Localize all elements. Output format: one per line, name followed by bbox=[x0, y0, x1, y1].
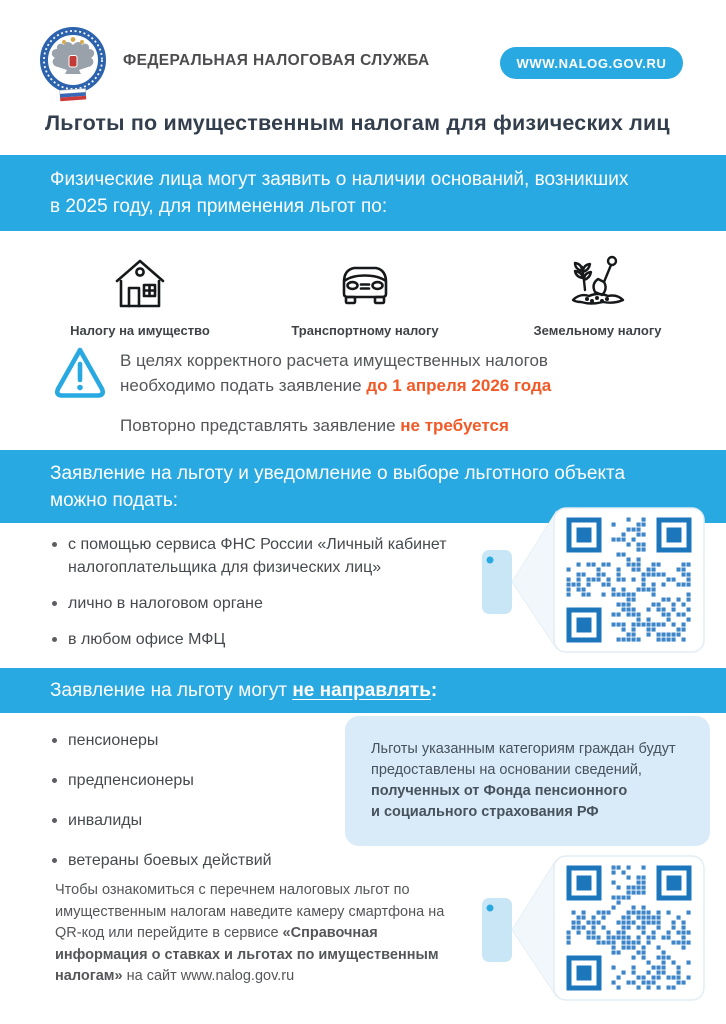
footer-text-end: на сайт www.nalog.gov.ru bbox=[122, 968, 295, 984]
warning-deadline-line bbox=[120, 348, 605, 398]
bullet-dot bbox=[52, 858, 57, 863]
tax-label: Земельному налогу bbox=[533, 323, 662, 338]
tax-type-transport bbox=[250, 238, 480, 338]
car-icon bbox=[334, 252, 396, 314]
tax-label: Транспортному налогу bbox=[291, 323, 439, 338]
warning-repeat-line bbox=[120, 413, 605, 438]
submit-option-label: с помощью сервиса ФНС России «Личный кабинет налогоплательщика для физических лиц» bbox=[68, 536, 447, 576]
intro-banner bbox=[0, 155, 726, 231]
footer-service-name: «Справочная информация о ставках и льготах по имущественным налогам» bbox=[55, 925, 439, 984]
bullet-dot bbox=[52, 601, 57, 606]
list-item bbox=[52, 592, 472, 615]
site-url-badge[interactable] bbox=[500, 47, 683, 79]
tax-label: Налогу на имущество bbox=[70, 323, 210, 338]
exempt-banner-colon: : bbox=[430, 680, 438, 701]
list-item bbox=[52, 769, 342, 792]
warning-text bbox=[120, 348, 605, 438]
submit-banner-line: можно подать: bbox=[50, 489, 179, 511]
bullet-dot bbox=[52, 637, 57, 642]
bullet-dot bbox=[52, 738, 57, 743]
intro-banner-line: в 2025 году, для применения льгот по: bbox=[50, 196, 388, 217]
shovel-icon bbox=[567, 252, 629, 314]
submit-banner-line: Заявление на льготу и уведомление о выборе льготного объекта bbox=[50, 462, 626, 484]
intro-banner-line: Физические лица могут заявить о наличии оснований, возникших bbox=[50, 169, 629, 190]
qr-code-rates-benefits bbox=[478, 852, 710, 1004]
warning-repeat-text: Повторно представлять заявление bbox=[120, 416, 401, 435]
warning-repeat-highlight: не требуется bbox=[400, 416, 509, 435]
exempt-banner-line bbox=[50, 677, 726, 704]
info-box-bold-line: и социального страхования РФ bbox=[371, 804, 599, 820]
tax-type-land bbox=[480, 238, 715, 338]
exempt-categories-list bbox=[52, 729, 342, 889]
exempt-category-label: пенсионеры bbox=[68, 732, 159, 749]
info-box-text: Льготы указанным категориям граждан будут предоставлены на основании сведений, bbox=[371, 741, 676, 778]
page-title: Льготы по имущественным налогам для физических лиц bbox=[45, 111, 670, 135]
list-item bbox=[52, 809, 342, 832]
exempt-banner-highlight: не направлять bbox=[292, 680, 431, 701]
exempt-category-label: ветераны боевых действий bbox=[68, 852, 272, 869]
bullet-dot bbox=[52, 778, 57, 783]
warning-deadline-text: В целях корректного расчета имущественных налогов необходимо подать заявление bbox=[120, 351, 548, 395]
site-url-label: WWW.NALOG.GOV.RU bbox=[516, 55, 667, 71]
smartphone-icon bbox=[482, 898, 512, 962]
exempt-category-label: инвалиды bbox=[68, 812, 143, 829]
list-item bbox=[52, 729, 342, 752]
exempt-banner-prefix: Заявление на льготу могут bbox=[50, 680, 293, 701]
warning-deadline-highlight: до 1 апреля 2026 года bbox=[366, 376, 552, 395]
submit-option-label: в любом офисе МФЦ bbox=[68, 631, 226, 648]
list-item bbox=[52, 849, 342, 872]
fns-emblem-logo bbox=[38, 24, 108, 108]
house-icon bbox=[109, 252, 171, 314]
bullet-dot bbox=[52, 818, 57, 823]
bullet-dot bbox=[52, 542, 57, 547]
info-box-bold-line: полученных от Фонда пенсионного bbox=[371, 783, 628, 799]
exempt-banner bbox=[0, 668, 726, 713]
qr-code-personal-account bbox=[478, 504, 710, 656]
tax-type-property bbox=[20, 238, 260, 338]
footer-instructions bbox=[55, 880, 473, 988]
smartphone-icon bbox=[482, 550, 512, 614]
list-item bbox=[52, 533, 472, 579]
list-item bbox=[52, 628, 472, 651]
submit-option-label: лично в налоговом органе bbox=[68, 595, 263, 612]
info-box bbox=[345, 716, 710, 846]
exempt-category-label: предпенсионеры bbox=[68, 772, 194, 789]
warning-icon bbox=[52, 344, 108, 404]
footer-text-start: Чтобы ознакомиться с перечнем налоговых льгот по имущественным налогам наведите камеру смартфона на QR-код или перейдите в сервисе bbox=[55, 882, 445, 941]
brand-name: ФЕДЕРАЛЬНАЯ НАЛОГОВАЯ СЛУЖБА bbox=[123, 52, 430, 69]
